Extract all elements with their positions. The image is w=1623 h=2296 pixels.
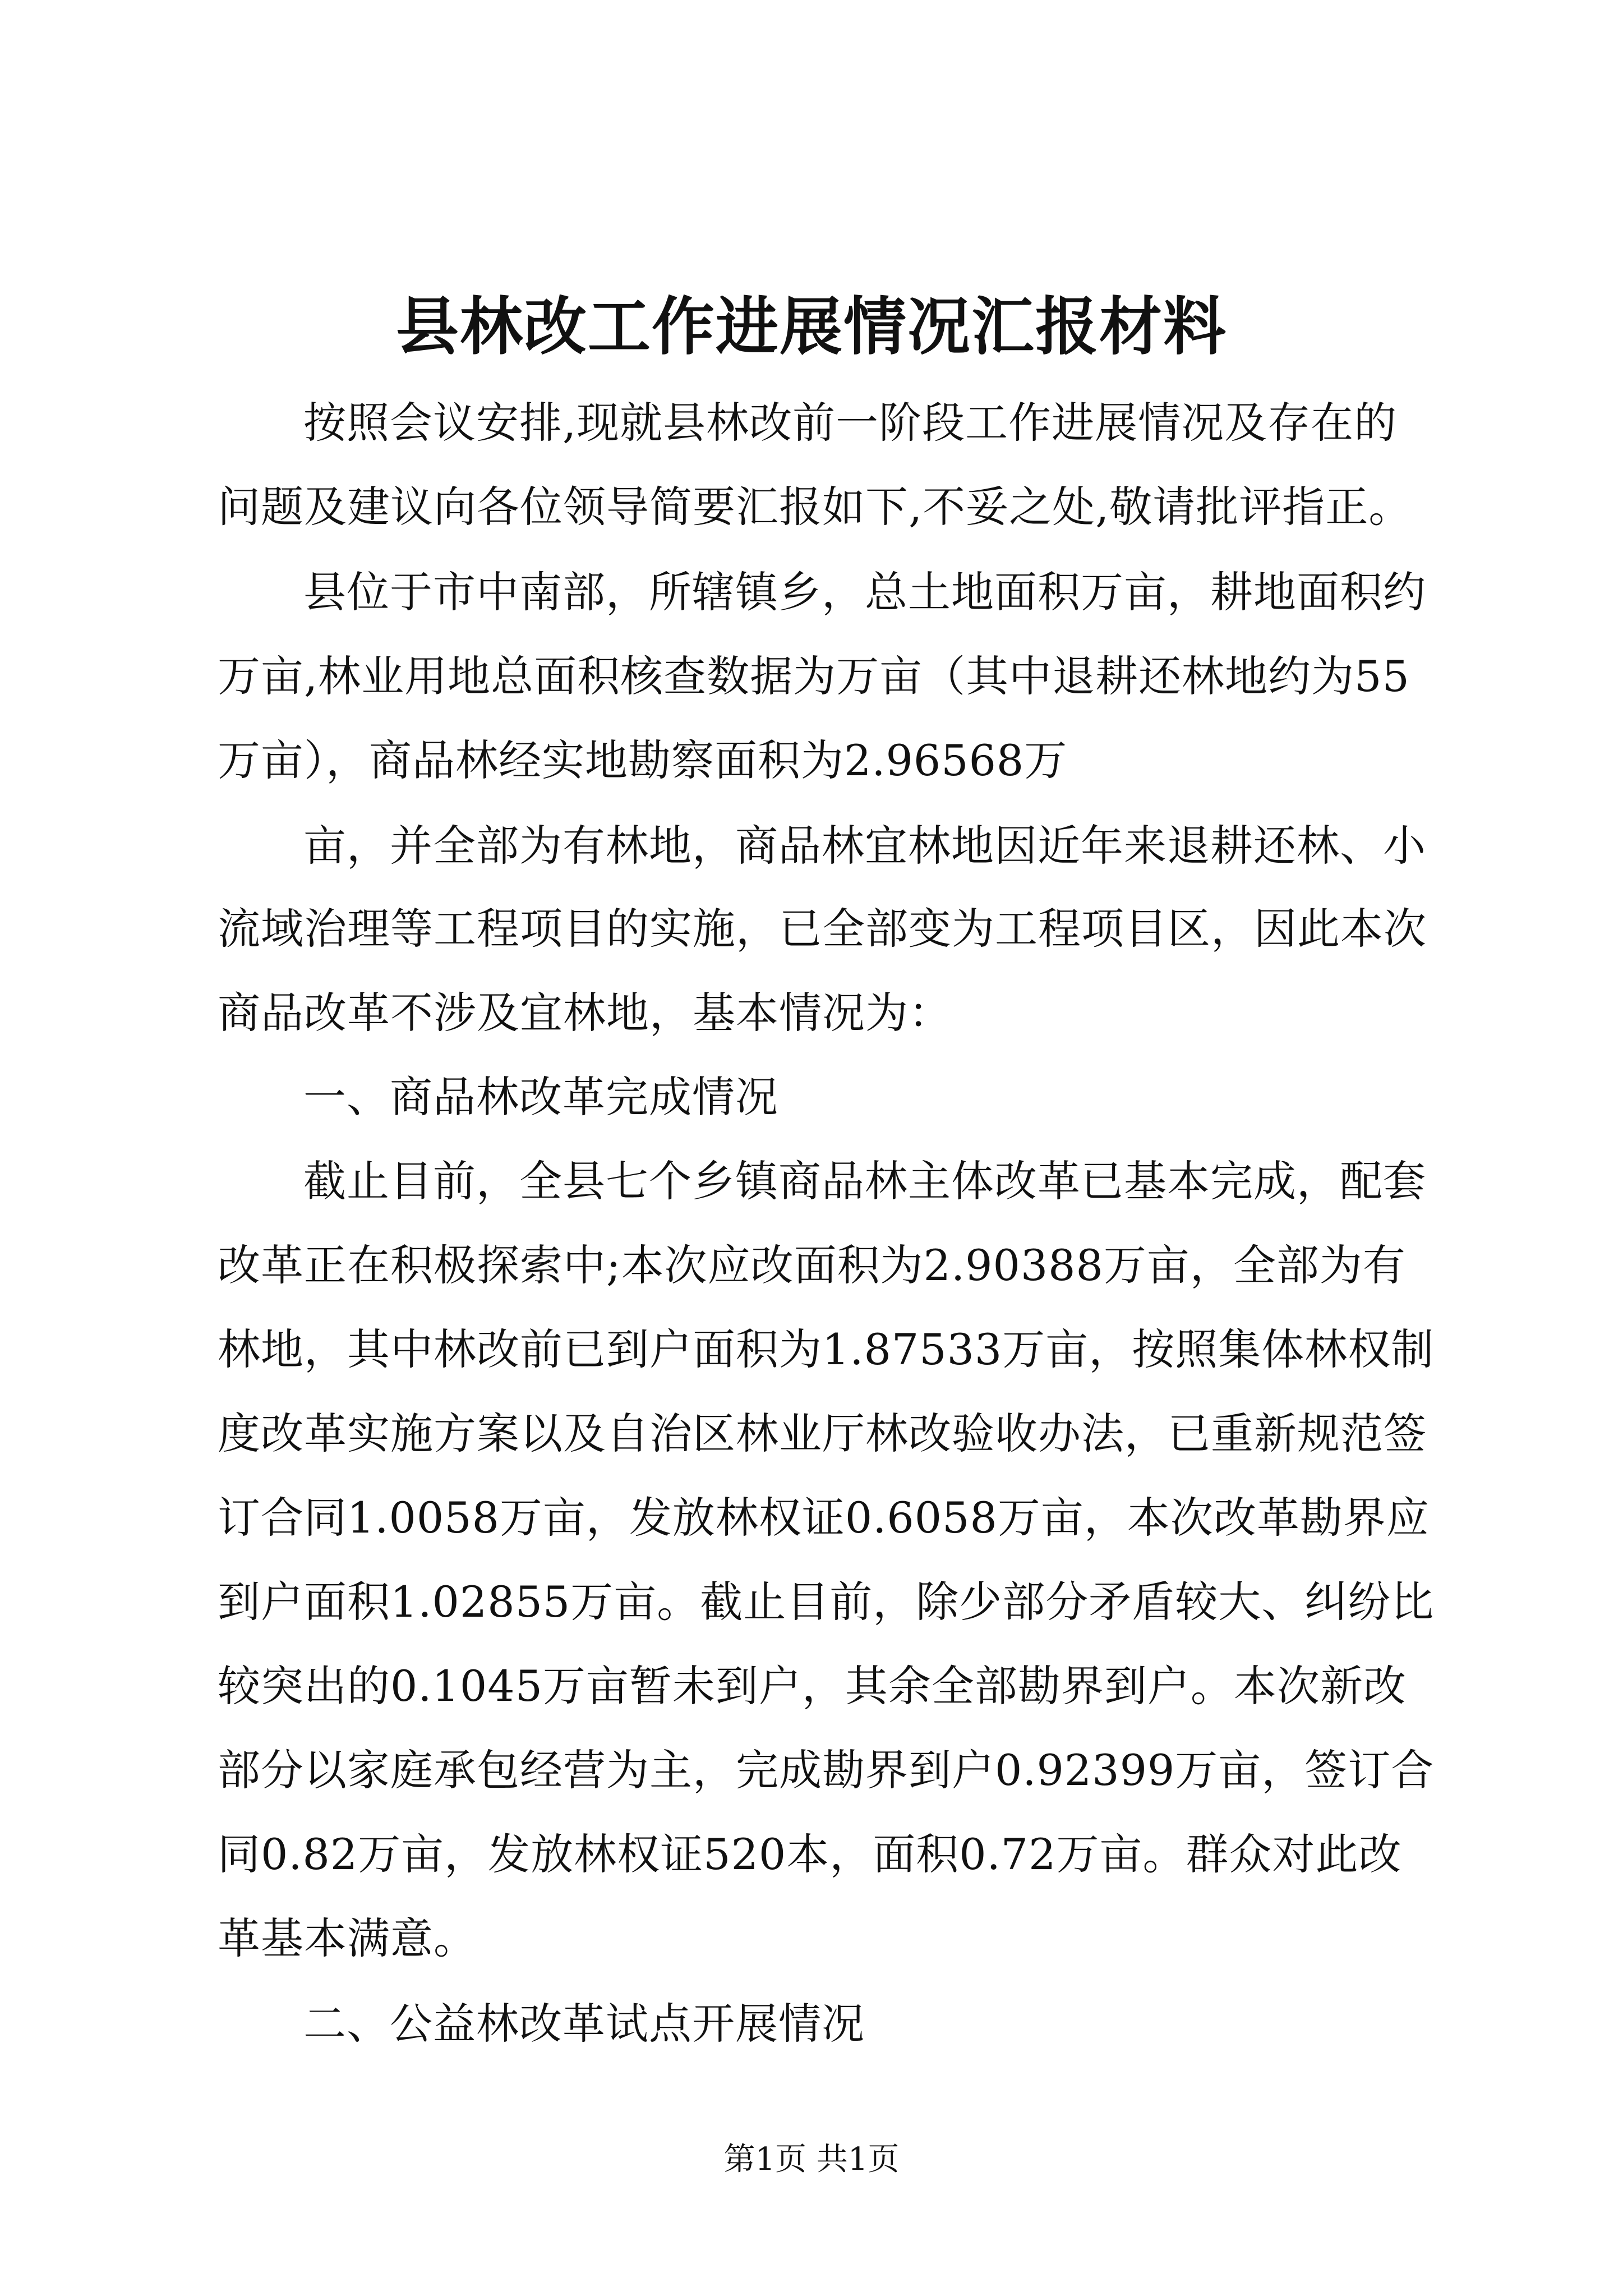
section-heading: 二、公益林改革试点开展情况 xyxy=(303,1999,865,2049)
paragraph-line: 革基本满意。 xyxy=(218,1913,477,1963)
paragraph-line: 亩，并全部为有林地，商品林宜林地因近年来退耕还林、小 xyxy=(303,821,1426,871)
page-footer: 第1页 共1页 xyxy=(723,2141,900,2178)
paragraph-line: 林地，其中林改前已到户面积为1.87533万亩，按照集体林权制 xyxy=(218,1324,1435,1374)
section-heading: 一、商品林改革完成情况 xyxy=(303,1072,778,1122)
paragraph-line: 截止目前，全县七个乡镇商品林主体改革已基本完成，配套 xyxy=(303,1156,1426,1206)
paragraph-line: 改革正在积极探索中;本次应改面积为2.90388万亩，全部为有 xyxy=(218,1240,1406,1290)
paragraph-line: 万亩,林业用地总面积核查数据为万亩（其中退耕还林地约为55 xyxy=(218,651,1410,701)
paragraph-line: 部分以家庭承包经营为主，完成勘界到户0.92399万亩，签订合 xyxy=(218,1745,1435,1795)
paragraph-line: 按照会议安排,现就县林改前一阶段工作进展情况及存在的 xyxy=(303,398,1398,448)
paragraph-line: 度改革实施方案以及自治区林业厅林改验收办法，已重新规范签 xyxy=(218,1409,1427,1458)
paragraph-line: 问题及建议向各位领导简要汇报如下,不妥之处,敬请批评指正。 xyxy=(218,482,1412,532)
paragraph-line: 到户面积1.02855万亩。截止目前，除少部分矛盾较大、纠纷比 xyxy=(218,1577,1435,1627)
paragraph-line: 较突出的0.1045万亩暂未到户，其余全部勘界到户。本次新改 xyxy=(218,1661,1407,1711)
paragraph-line: 县位于市中南部，所辖镇乡，总土地面积万亩，耕地面积约 xyxy=(303,567,1426,617)
paragraph-line: 商品改革不涉及宜林地，基本情况为： xyxy=(218,988,952,1038)
paragraph-line: 万亩），商品林经实地勘察面积为2.96568万 xyxy=(218,735,1068,785)
paragraph-line: 同0.82万亩，发放林权证520本，面积0.72万亩。群众对此改 xyxy=(218,1829,1402,1879)
document-title: 县林改工作进展情况汇报材料 xyxy=(396,290,1227,364)
paragraph-line: 流域治理等工程项目的实施，已全部变为工程项目区，因此本次 xyxy=(218,904,1427,954)
paragraph-line: 订合同1.0058万亩，发放林权证0.6058万亩，本次改革勘界应 xyxy=(218,1493,1430,1543)
